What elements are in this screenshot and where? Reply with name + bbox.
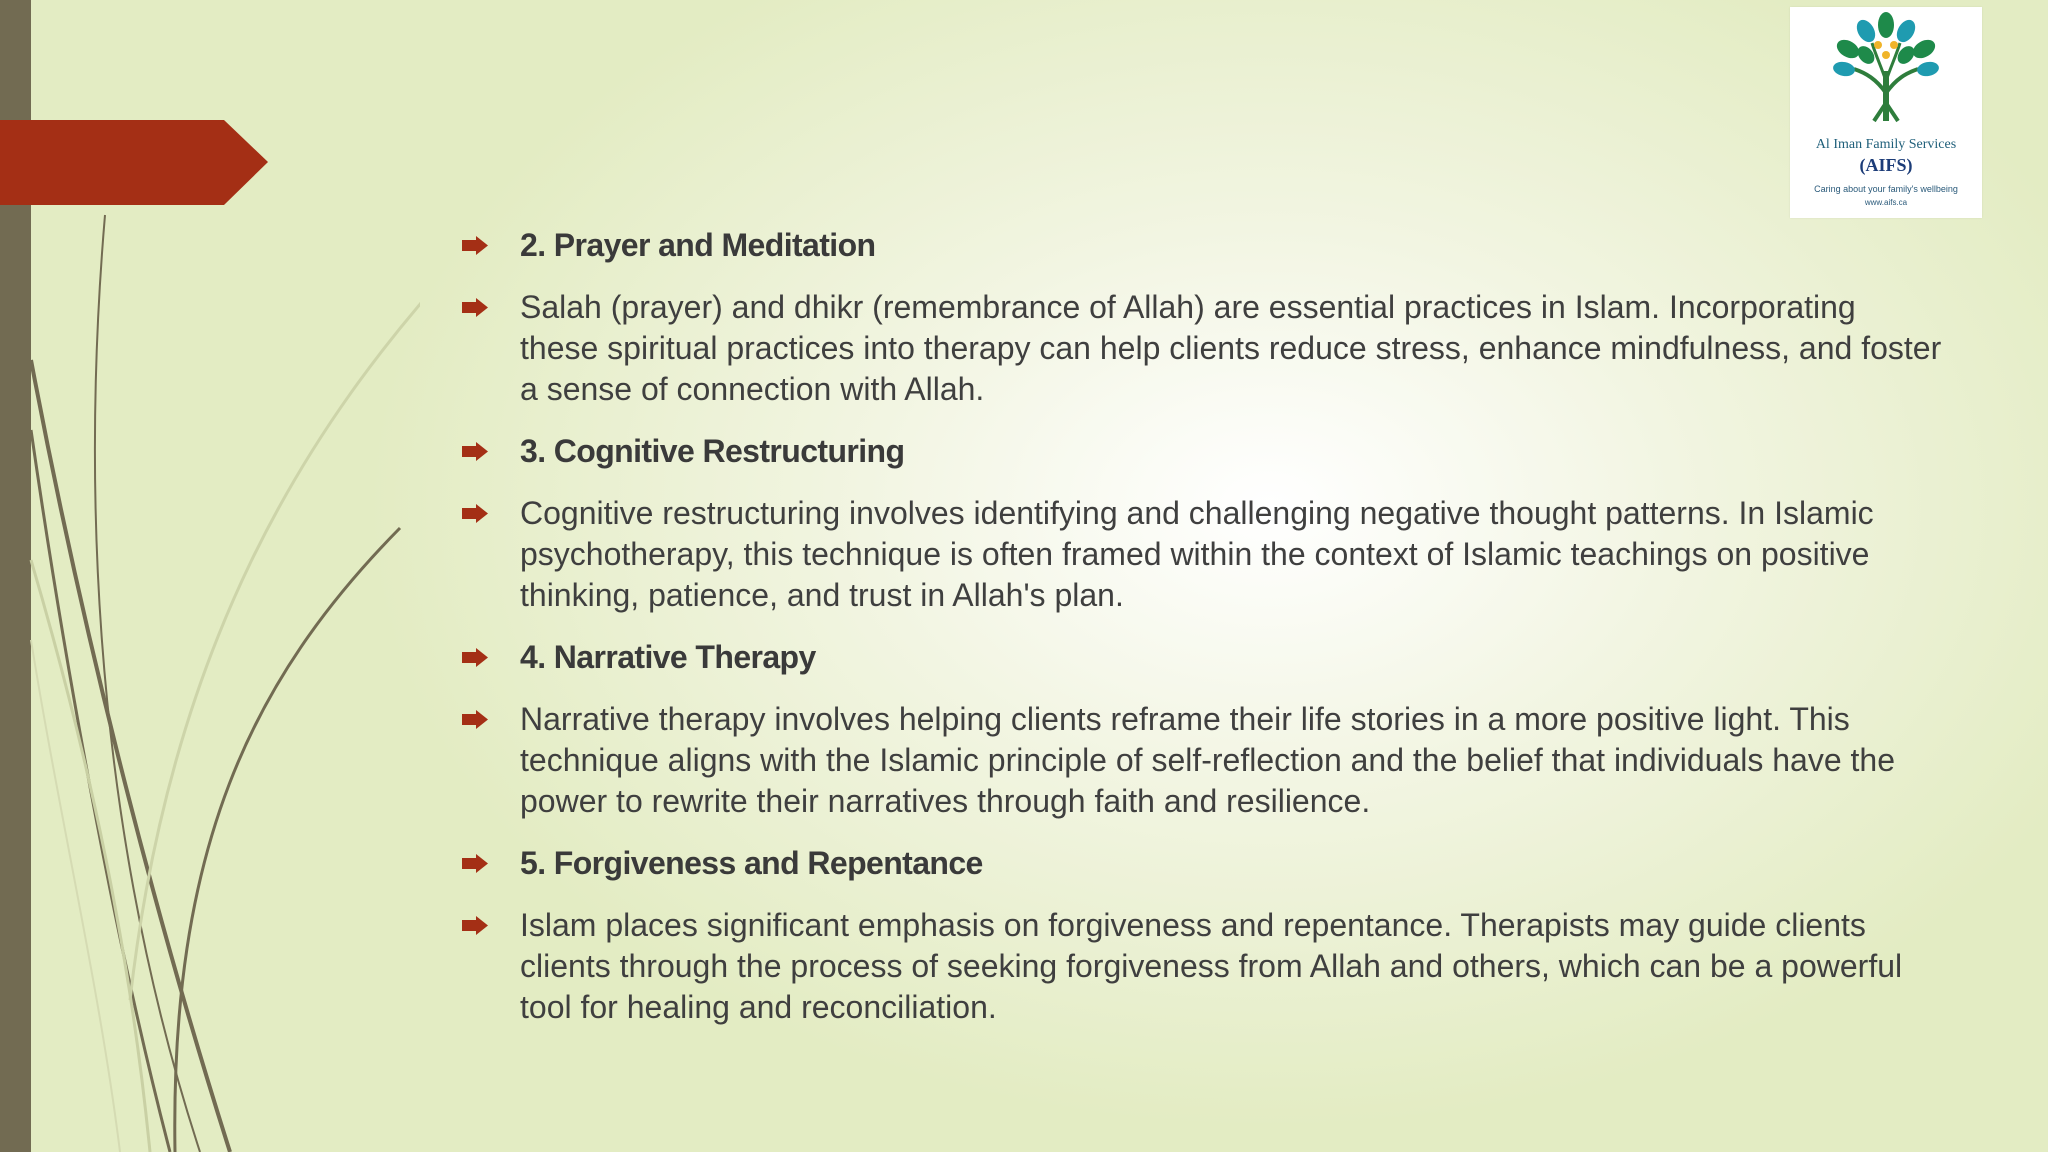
bullet-text: 5. Forgiveness and Repentance xyxy=(520,845,983,881)
family-tree-logo-icon xyxy=(1826,11,1946,129)
bullet-heading-narrative xyxy=(462,637,1942,678)
aifs-logo xyxy=(1790,7,1982,218)
bullet-body-forgiveness xyxy=(462,905,1942,1028)
bullet-text: Salah (prayer) and dhikr (remembrance of Allah) are essential practices in Islam. Incorporating these spiritual practices into therapy can help clients reduce stress, enhance mindfulness, and foster a sense of connection with Allah. xyxy=(520,289,1942,407)
bullet-list xyxy=(462,225,1942,1049)
arrow-bullet-icon xyxy=(462,648,488,667)
title-pennant xyxy=(0,120,268,205)
bullet-body-narrative xyxy=(462,699,1942,822)
bullet-heading-cognitive xyxy=(462,431,1942,472)
bullet-text: Cognitive restructuring involves identifying and challenging negative thought patterns. In Islamic psychotherapy, this technique is often framed within the context of Islamic teachings on positive thinking, patience, and trust in Allah's plan. xyxy=(520,495,1874,613)
bullet-body-cognitive xyxy=(462,493,1942,616)
arrow-bullet-icon xyxy=(462,916,488,935)
bullet-heading-prayer xyxy=(462,225,1942,266)
bullet-text: 4. Narrative Therapy xyxy=(520,639,816,675)
bullet-text: Narrative therapy involves helping clients reframe their life stories in a more positive light. This technique aligns with the Islamic principle of self-reflection and the belief that individuals have the power to rewrite their narratives through faith and resilience. xyxy=(520,701,1896,819)
arrow-bullet-icon xyxy=(462,236,488,255)
bullet-heading-forgiveness xyxy=(462,843,1942,884)
arrow-bullet-icon xyxy=(462,504,488,523)
arrow-bullet-icon xyxy=(462,854,488,873)
logo-abbreviation: (AIFS) xyxy=(1859,155,1913,175)
bullet-text: 3. Cognitive Restructuring xyxy=(520,433,905,469)
arrow-bullet-icon xyxy=(462,298,488,317)
bullet-text: 2. Prayer and Meditation xyxy=(520,227,876,263)
bullet-text: Islam places significant emphasis on forgiveness and repentance. Therapists may guide clients clients through the process of seeking forgiveness from Allah and others, which can be a powerful tool for healing and reconciliation. xyxy=(520,907,1903,1025)
arrow-bullet-icon xyxy=(462,442,488,461)
logo-company-name: Al Iman Family Services xyxy=(1815,137,1957,152)
logo-tagline: Caring about your family's wellbeing xyxy=(1814,184,1958,194)
bullet-body-prayer xyxy=(462,287,1942,410)
logo-url: www.aifs.ca xyxy=(1864,198,1908,207)
arrow-bullet-icon xyxy=(462,710,488,729)
